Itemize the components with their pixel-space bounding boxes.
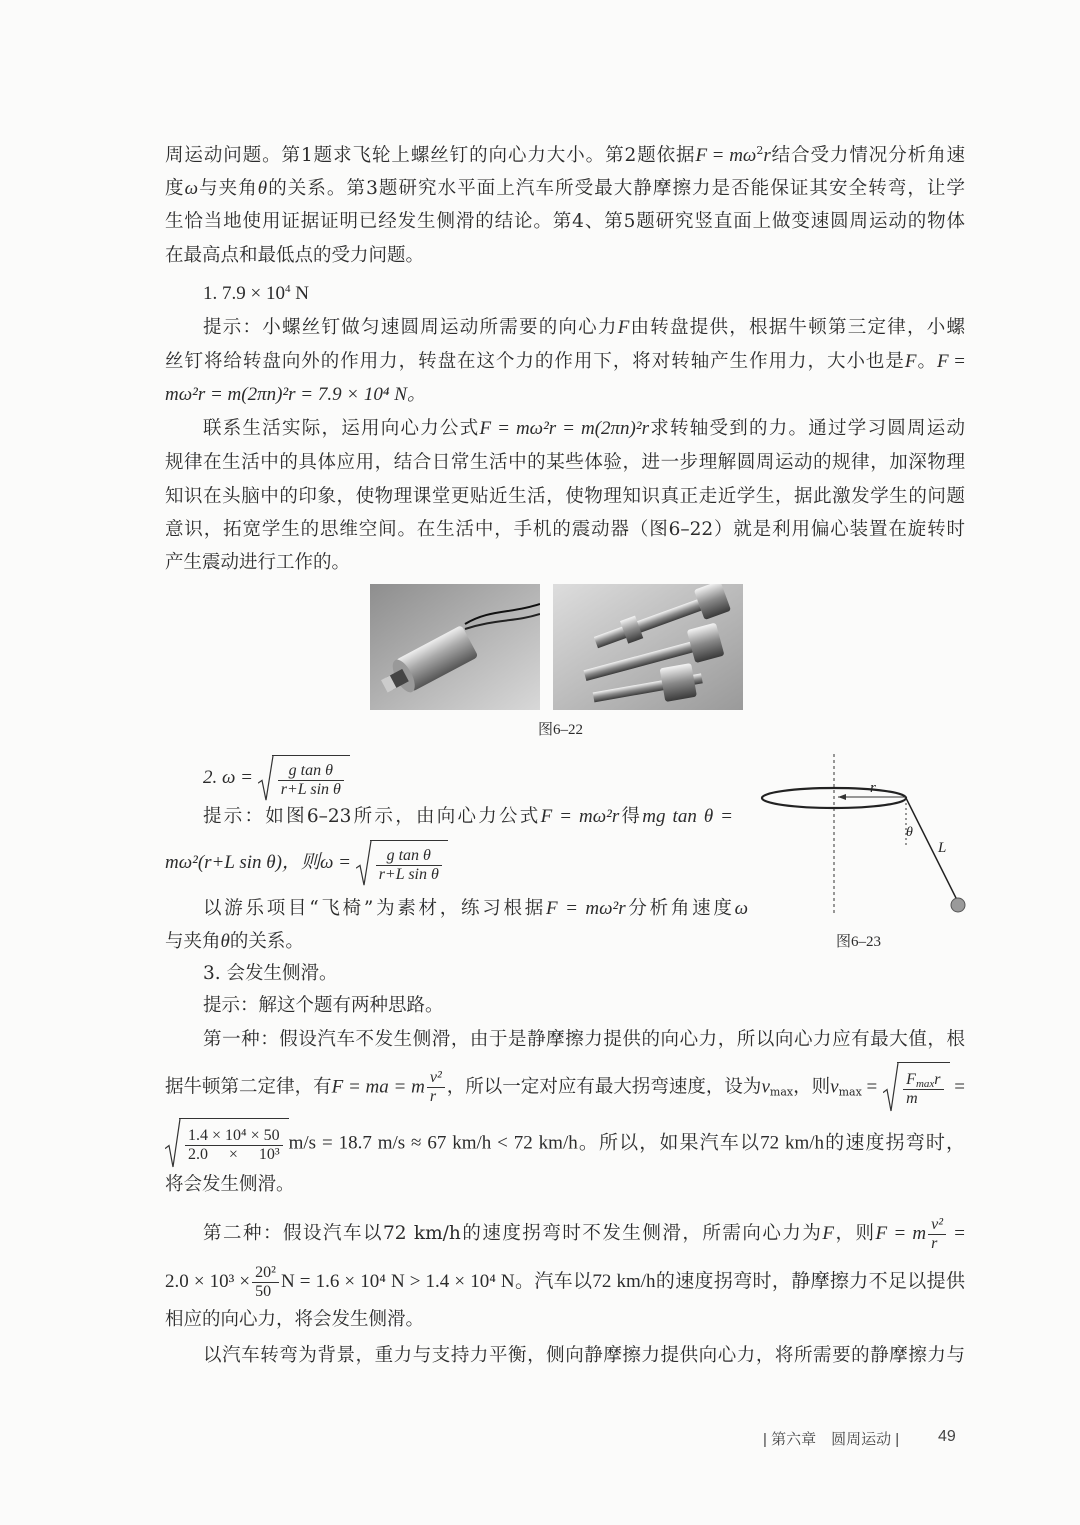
chapter-label: | 第六章 圆周运动 | bbox=[763, 1431, 900, 1448]
text-line: 以汽车转弯为背景，重力与支持力平衡，侧向静摩擦力提供向心力，将所需要的静摩擦力与 bbox=[203, 1345, 965, 1366]
text-line: 产生震动进行工作的。 bbox=[165, 552, 351, 573]
text-line: 周运动问题。第1题求飞轮上螺丝钉的向心力大小。第2题依据$F = m\omega^2r$结合受力情况分析角速 bbox=[165, 144, 966, 166]
formula-line: 2.0 × 10³ × $\frac{\text{20²}}{50}$ N = 1.6 × 10⁴ N > 1.4 × 10⁴ N。汽车以72 km/h的速度拐弯时，静摩擦力不足以提供 bbox=[165, 1263, 965, 1300]
figure-6-23-caption: 图6–23 bbox=[836, 934, 882, 950]
formula-line: mω²(r+L sin θ)，则ω = $\frac{\text{g tan θ}}{\text{r+L sin θ}}$ bbox=[165, 840, 965, 887]
text-line: 丝钉将给转盘向外的作用力，转盘在这个力的作用下，将对转轴产生作用力，大小也是F。F = bbox=[165, 351, 965, 372]
label-theta: θ bbox=[906, 825, 913, 840]
figure-6-23-diagram bbox=[758, 750, 978, 920]
sqrt-expression: $\frac{\text{g tan θ}}{\text{r+L sin θ}}$ bbox=[258, 755, 350, 802]
answer-3: 3. 会发生侧滑。 bbox=[203, 963, 338, 984]
text-line: 联系生活实际，运用向心力公式F = mω²r = m(2πn)²r求转轴受到的力。通过学习圆周运动 bbox=[203, 418, 965, 439]
text-line: 生恰当地使用证据证明已经发生侧滑的结论。第4、第5题研究竖直面上做变速圆周运动的物体 bbox=[165, 211, 965, 232]
formula-line: $\frac{\text{1.4 × 10⁴ × 50}}{\text{2.0 × 10³}}$ m/s = 18.7 m/s ≈ 67 km/h < 72 km/h。所以，如果汽车以72 km/h的速度拐弯时， bbox=[165, 1118, 965, 1169]
text-line: 与夹角θ的关系。 bbox=[165, 931, 304, 952]
text-line: 第一种：假设汽车不发生侧滑，由于是静摩擦力提供的向心力，所以向心力应有最大值，根 bbox=[203, 1029, 965, 1050]
text-line: 以游乐项目“飞椅”为素材，练习根据F = mω²r分析角速度ω bbox=[203, 898, 748, 919]
formula-line: 第二种：假设汽车以72 km/h的速度拐弯时不发生侧滑，所需向心力为F，则F = m $\frac{\text{v²}}{r}$ = bbox=[203, 1215, 965, 1252]
answer-1: 1. $7.9 \times 10^4$ N bbox=[203, 283, 309, 304]
text-line: 将会发生侧滑。 bbox=[165, 1174, 295, 1195]
text-line: 提示：小螺丝钉做匀速圆周运动所需要的向心力F由转盘提供，根据牛顿第三定律，小螺 bbox=[203, 317, 965, 338]
text-line: 在最高点和最低点的受力问题。 bbox=[165, 245, 425, 266]
page-number: 49 bbox=[938, 1428, 956, 1445]
answer-2: 2. ω = $\frac{\text{g tan θ}}{\text{r+L sin θ}}$ bbox=[203, 755, 965, 802]
text-line: 意识，拓宽学生的思维空间。在生活中，手机的震动器（图6–22）就是利用偏心装置在旋转时 bbox=[165, 519, 965, 540]
text-line: 知识在头脑中的印象，使物理课堂更贴近生活，使物理知识真正走近学生，据此激发学生的问题 bbox=[165, 486, 965, 507]
label-L: L bbox=[938, 840, 947, 856]
text-line: 提示：解这个题有两种思路。 bbox=[203, 995, 444, 1016]
text-line: 提示：如图6–23所示，由向心力公式F = mω²r得mg tan θ = bbox=[203, 806, 734, 827]
text-line: 度ω与夹角θ的关系。第3题研究水平面上汽车所受最大静摩擦力是否能保证其安全转弯，让学 bbox=[165, 178, 965, 199]
formula-line: 据牛顿第二定律，有F = ma = m $\frac{\text{v²}}{r}$ ，所以一定对应有最大拐弯速度，设为$v_{max}$，则$v_{max}$ = $\frac{F_{max}r}{m}$ = bbox=[165, 1062, 965, 1113]
formula-line: mω²r = m(2πn)²r = 7.9 × 10⁴ N。 bbox=[165, 384, 426, 405]
eccentric-shafts-photo bbox=[553, 584, 743, 710]
text-line: 相应的向心力，将会发生侧滑。 bbox=[165, 1309, 425, 1330]
text-line: 规律在生活中的具体应用，结合日常生活中的某些体验，进一步理解圆周运动的规律，加深物理 bbox=[165, 452, 965, 473]
vibrator-motor-photo bbox=[370, 584, 540, 710]
figure-6-22-caption: 图6–22 bbox=[538, 722, 584, 738]
label-r: r bbox=[870, 780, 876, 796]
